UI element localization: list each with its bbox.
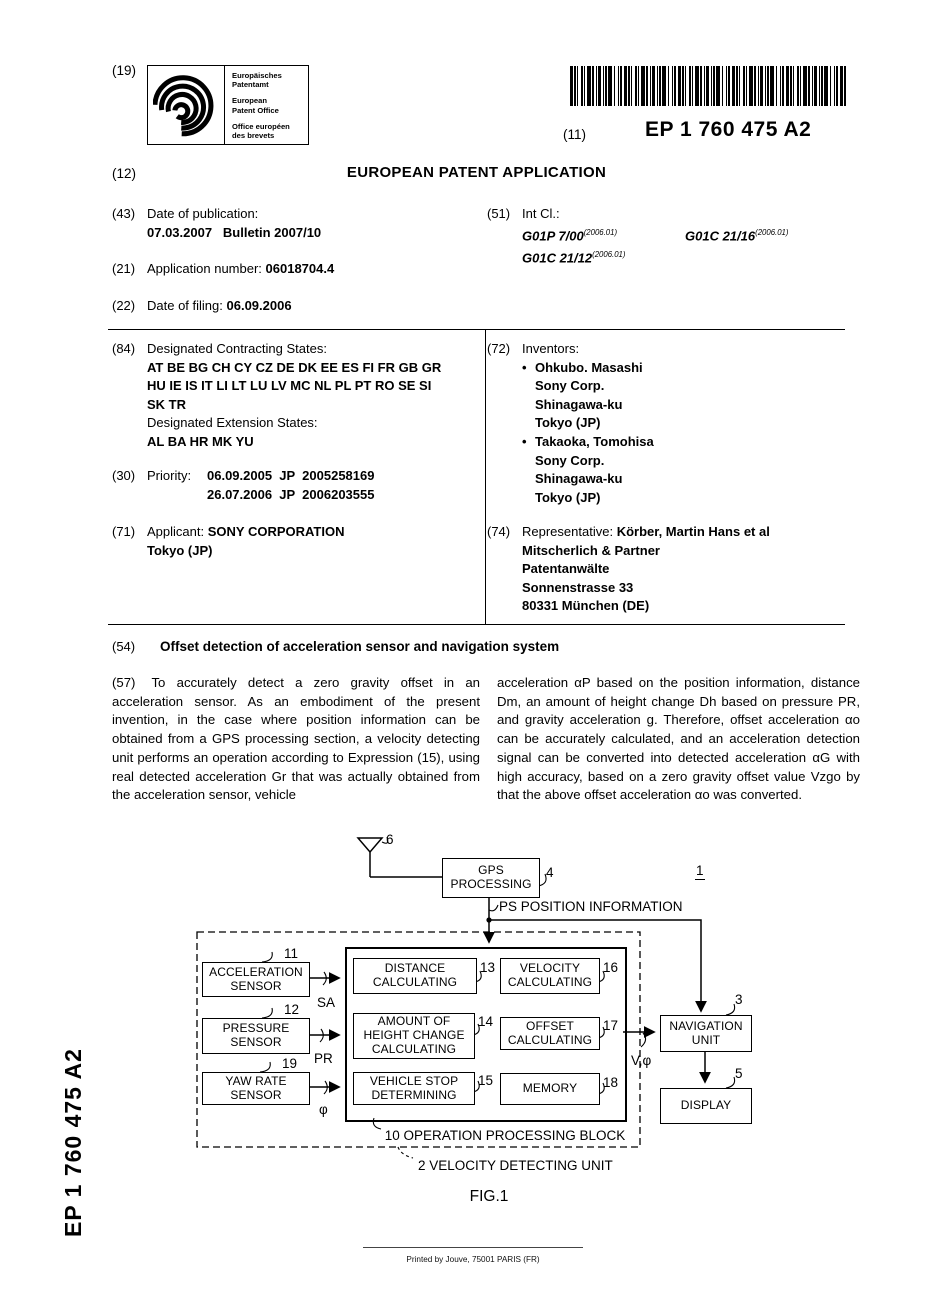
ref-19-yaw-rate-sensor: 19 — [282, 1056, 298, 1071]
signal-pr: PR — [314, 1051, 333, 1066]
ref-4-gps: 4 — [546, 865, 554, 880]
vehicle-stop-determining-box: VEHICLE STOP DETERMINING — [353, 1072, 475, 1105]
priority-label: Priority: — [147, 468, 192, 483]
inventor-name: Takaoka, Tomohisa — [535, 433, 654, 449]
applicant-name: SONY CORPORATION — [207, 524, 345, 539]
pressure-sensor-box: PRESSURE SENSOR — [202, 1018, 310, 1054]
field-title: (54) Offset detection of acceleration sensor and navigation system — [112, 638, 849, 657]
abstract-column-right — [497, 674, 860, 805]
height-change-calculating-box: AMOUNT OF HEIGHT CHANGE CALCULATING — [353, 1013, 475, 1059]
gps-processing-box: GPS PROCESSING — [442, 858, 540, 898]
offset-calculating-box: OFFSET CALCULATING — [500, 1017, 600, 1050]
representative-line: Sonnenstrasse 33 — [522, 579, 634, 595]
applicant-label: Applicant: — [147, 524, 205, 539]
antenna-icon — [358, 838, 382, 852]
caption-velocity-detecting-unit: 2 VELOCITY DETECTING UNIT — [418, 1158, 613, 1173]
yaw-rate-sensor-box: YAW RATE SENSOR — [202, 1072, 310, 1105]
extension-states-value: AL BA HR MK YU — [147, 433, 254, 449]
vertical-document-id: EP 1 760 475 A2 — [60, 1048, 86, 1237]
field-inventors: (72) Inventors: • Ohkubo. Masashi Sony Corp. Shinagawa-ku Tokyo (JP) • Takaoka, Tomohisa Sony Corp. Shinagawa-ku Tokyo (JP) — [487, 340, 847, 507]
ref-5-display: 5 — [735, 1066, 743, 1081]
priority-line: 06.09.2005 JP 2005258169 — [207, 468, 375, 483]
figure-caption: FIG.1 — [469, 1188, 509, 1205]
abstract-text-left: To accurately detect a zero gravity offset in an acceleration sensor. As an embodiment of the present invention, in the case where position information can be obtained from a GPS processing section, a velocity detecting unit performs an operation according to Expression (15), using real detected acceleration Gr that was actually obtained from the acceleration sensor, vehicle — [112, 675, 480, 803]
extension-states-label: Designated Extension States: — [147, 415, 318, 431]
representative-label: Representative: — [522, 524, 614, 539]
epo-logo-names — [225, 66, 308, 144]
inid-code-19: (19) — [112, 63, 137, 78]
footer-rule — [363, 1247, 583, 1248]
designated-states-line: SK TR — [147, 396, 186, 412]
int-cl-entry: G01C $21/12^{(2006.01)}$ — [522, 249, 626, 265]
field-representative: (74) Representative: Körber, Martin Hans et al Mitscherlich & Partner Patentanwälte Sonnenstrasse 33 80331 München (DE) — [487, 524, 770, 614]
field-filing-date: (22) Date of filing: 06.09.2006 — [112, 298, 292, 313]
navigation-unit-box: NAVIGATION UNIT — [660, 1015, 752, 1052]
inventor-item — [522, 433, 847, 507]
signal-v-phi: V,φ — [631, 1053, 652, 1068]
document-barcode — [570, 66, 846, 106]
caption-operation-processing-block: 10 OPERATION PROCESSING BLOCK — [384, 1128, 626, 1143]
inid-code-11: (11) — [563, 127, 587, 142]
inventor-line: Shinagawa-ku — [535, 396, 623, 412]
document-type-title: EUROPEAN PATENT APPLICATION — [346, 164, 607, 181]
representative-line: 80331 München (DE) — [522, 598, 650, 614]
inventor-line: Shinagawa-ku — [535, 471, 623, 487]
column-divider — [485, 329, 486, 624]
inid-code-12: (12) — [112, 166, 137, 181]
representative-name: Körber, Martin Hans et al — [616, 524, 770, 539]
ref-6-antenna: 6 — [386, 832, 394, 847]
ref-11-acceleration-sensor: 11 — [284, 946, 299, 961]
field-publication-date: (43) Date of publication: 07.03.2007 Bulletin 2007/10 — [112, 206, 322, 240]
publication-date-label: Date of publication: — [147, 206, 259, 221]
ref-13-distance: 13 — [480, 960, 496, 975]
signal-sa: SA — [317, 995, 336, 1010]
section-divider-bottom — [108, 624, 845, 625]
velocity-calculating-box: VELOCITY CALCULATING — [500, 958, 600, 994]
field-application-number: (21) Application number: 06018704.4 — [112, 261, 335, 276]
designated-states-line: AT BE BG CH CY CZ DE DK EE ES FI FR GB GR — [147, 359, 442, 375]
inventor-line: Sony Corp. — [535, 378, 605, 394]
ref-17-offset: 17 — [603, 1018, 619, 1033]
epo-logo-icon — [148, 66, 225, 144]
inventor-item — [522, 359, 847, 433]
inventor-line: Tokyo (JP) — [535, 489, 601, 505]
signal-ps-position-information: PS POSITION INFORMATION — [499, 899, 683, 914]
ref-14-height-change: 14 — [478, 1014, 494, 1029]
publication-number: EP 1 760 475 A2 — [645, 118, 812, 141]
int-cl-entry: G01P $7/00^{(2006.01)}$ — [522, 227, 618, 243]
int-cl-label: Int Cl.: — [522, 206, 560, 221]
ref-12-pressure-sensor: 12 — [284, 1002, 300, 1017]
application-number-label: Application number: — [147, 261, 262, 276]
section-divider-top — [108, 329, 845, 330]
priority-line: 26.07.2006 JP 2006203555 — [207, 486, 375, 502]
abstract-code: (57) — [112, 675, 136, 690]
distance-calculating-box: DISTANCE CALCULATING — [353, 958, 477, 994]
epo-name-en: European Patent Office — [232, 96, 279, 115]
inventor-name: Ohkubo. Masashi — [535, 359, 643, 375]
epo-name-fr: Office européen des brevets — [232, 121, 290, 140]
epo-name-de: Europäisches Patentamt — [232, 71, 282, 90]
designated-states-label: Designated Contracting States: — [147, 341, 327, 356]
acceleration-sensor-box: ACCELERATION SENSOR — [202, 962, 310, 997]
publication-date-value: 07.03.2007 Bulletin 2007/10 — [147, 224, 322, 240]
printer-imprint: Printed by Jouve, 75001 PARIS (FR) — [406, 1255, 540, 1264]
bullet-icon: • — [522, 433, 527, 449]
inventors-label: Inventors: — [522, 341, 580, 356]
field-int-cl: (51) Int Cl.: G01P $7/00^{(2006.01)}$ G01C $21/16^{(2006.01)}$ G01C $21/12^{(2006.01)}$ — [487, 205, 847, 267]
ref-3-navigation-unit: 3 — [735, 992, 743, 1007]
inventor-line: Sony Corp. — [535, 452, 605, 468]
abstract-text-right: acceleration αP based on the position information, distance Dm, an amount of height change Dh based on pressure PR, and gravity acceleration g. Therefore, offset acceleration αo can be accurately calculated, and an acceleration detection signal can be converted into detected acceleration αG with high accuracy, based on a zero gravity offset value Vzgo by that the above offset acceleration αo was converted. — [497, 675, 860, 803]
applicant-city: Tokyo (JP) — [147, 542, 213, 558]
ref-16-velocity: 16 — [603, 960, 619, 975]
field-priority: (30) Priority: 06.09.2005 JP 2005258169 26.07.2006 JP 2006203555 — [112, 467, 477, 504]
invention-title: Offset detection of acceleration sensor and navigation system — [160, 639, 560, 654]
representative-line: Patentanwälte — [522, 561, 610, 577]
display-box: DISPLAY — [660, 1088, 752, 1124]
ref-18-memory: 18 — [603, 1075, 619, 1090]
field-applicant: (71) Applicant: SONY CORPORATION Tokyo (JP) — [112, 524, 345, 558]
signal-phi: φ — [319, 1102, 328, 1117]
ref-15-vehicle-stop: 15 — [478, 1073, 494, 1088]
abstract-column-left — [112, 674, 480, 805]
figure-1-diagram — [0, 830, 927, 1230]
int-cl-entry: G01C $21/16^{(2006.01)}$ — [685, 227, 789, 243]
memory-box: MEMORY — [500, 1073, 600, 1105]
epo-logo-box — [147, 65, 309, 145]
inventor-line: Tokyo (JP) — [535, 415, 601, 431]
designated-states-line: HU IE IS IT LI LT LU LV MC NL PL PT RO SE SI — [147, 378, 432, 394]
representative-line: Mitscherlich & Partner — [522, 542, 660, 558]
bullet-icon: • — [522, 359, 527, 375]
int-cl-list — [522, 224, 847, 268]
filing-date-value: 06.09.2006 — [226, 298, 292, 313]
application-number-value: 06018704.4 — [265, 261, 335, 276]
filing-date-label: Date of filing: — [147, 298, 223, 313]
field-designated-states: (84) Designated Contracting States: AT BE BG CH CY CZ DE DK EE ES FI FR GB GR HU IE IS IT LI LT LU LV MC NL PL PT RO SE SI SK TR Designated Extension States: AL BA HR MK YU — [112, 341, 442, 449]
ref-1-system: 1 — [696, 863, 704, 878]
